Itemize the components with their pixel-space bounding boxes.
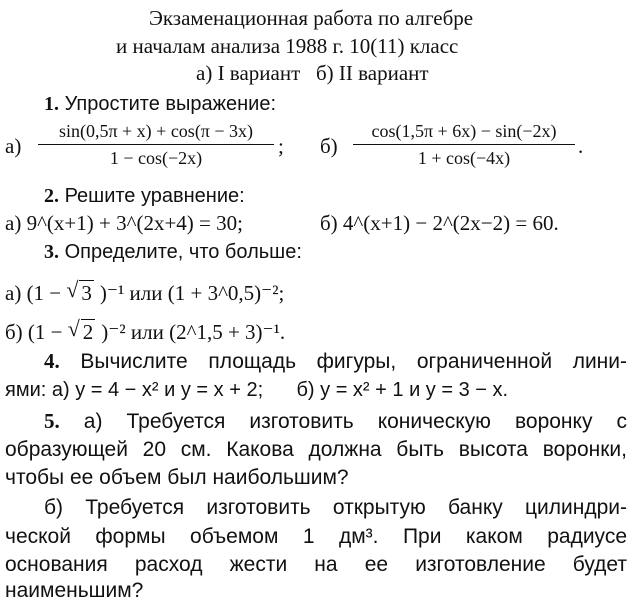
fraction-bar — [353, 144, 575, 145]
task5-a-line3: чтобы ее объем был наибольшим? — [5, 466, 349, 489]
task5-number: 5. — [44, 409, 60, 433]
header-variants: а) I вариант б) II вариант — [196, 61, 429, 85]
task3-b — [5, 316, 286, 344]
task4-line1-text: Вычислите площадь фигуры, ограниченной лини- — [80, 350, 627, 373]
task1-b-label: б) — [320, 134, 338, 158]
task3-a-radicand: 3 — [81, 281, 92, 305]
task1-a-fraction — [38, 121, 274, 168]
header-title: Экзаменационная работа по алгебре — [149, 6, 474, 30]
task2-b: б) 4^(x+1) − 2^(2x−2) = 60. — [320, 211, 559, 235]
task3-b-post: )⁻² или (2^1,5 + 3)⁻¹. — [101, 320, 286, 344]
task4-number: 4. — [44, 349, 60, 373]
task1-a-denominator: 1 − cos(−2x) — [109, 148, 203, 169]
task3-heading — [44, 240, 302, 264]
task1-a-label: а) — [5, 134, 22, 158]
task1-b-fraction — [353, 121, 575, 168]
task4-line2: ями: а) y = 4 − x² и y = x + 2; б) y = x² + 1 и y = 3 − x. — [5, 379, 509, 401]
task5-a-line1 — [44, 407, 627, 436]
task5-a-line2: образующей 20 см. Какова должна быть высота воронки, — [5, 438, 627, 461]
task5-b-line3: основания расход жести на ее изготовление будет — [5, 553, 627, 576]
task4-line1 — [44, 347, 627, 376]
sqrt-symbol: √ 2 — [67, 316, 94, 344]
task1-b-end: . — [578, 134, 584, 158]
task5-b-line4: наименьшим? — [5, 579, 144, 602]
task1-a-end: ; — [278, 134, 284, 158]
task2-text: Решите уравнение: — [64, 185, 245, 207]
task1-a-numerator: sin(0,5π + x) + cos(π − 3x) — [58, 121, 254, 141]
task2-number: 2. — [44, 185, 59, 207]
task1-b-numerator: cos(1,5π + 6x) − sin(−2x) — [371, 121, 557, 141]
task3-number: 3. — [44, 241, 59, 263]
header-subtitle: и началам анализа 1988 г. 10(11) класс — [116, 34, 459, 58]
task3-b-pre: б) (1 − — [5, 320, 63, 344]
task1-b-denominator: 1 + cos(−4x) — [417, 148, 511, 169]
sqrt-symbol: √ 3 — [66, 277, 92, 305]
task1-heading — [44, 92, 276, 116]
task3-text: Определите, что больше: — [64, 241, 302, 263]
fraction-bar — [38, 144, 274, 145]
task3-a-pre: а) (1 − — [5, 281, 62, 305]
task1-text: Упростите выражение: — [64, 93, 277, 115]
task3-b-radicand: 2 — [82, 320, 94, 344]
task5-b-line1: б) Требуется изготовить открытую банку цилиндри- — [44, 496, 627, 519]
task3-a-post: )⁻¹ или (1 + 3^0,5)⁻²; — [99, 281, 285, 305]
task5-b-line2: ческой формы объемом 1 дм³. При каком радиусе — [5, 525, 627, 548]
task5-a-line1-text: а) Требуется изготовить коническую воронку с — [83, 410, 627, 433]
task1-number: 1. — [44, 93, 59, 115]
task2-heading — [44, 184, 245, 208]
task3-a — [5, 277, 285, 305]
task2-a: а) 9^(x+1) + 3^(2x+4) = 30; — [5, 211, 243, 235]
